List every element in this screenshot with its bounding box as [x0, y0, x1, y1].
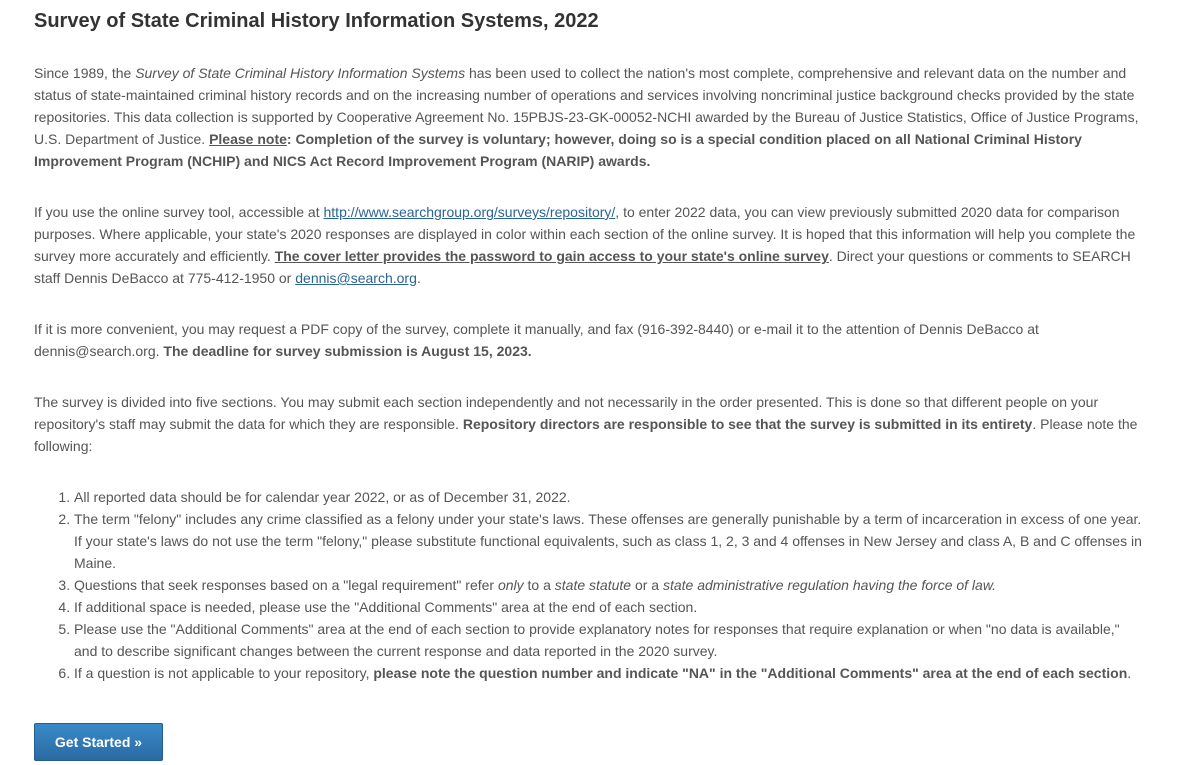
intro-paragraph: Since 1989, the Survey of State Criminal History Information Systems has been used to collect the nation's most complete, comprehensive and relevant data on the number and status of state-maintained criminal history records and on the increasing number of operations and services involving noncriminal justice background checks provided by the state repositories. This data collection is supported by Cooperative Agreement No. 15PBJS-23-GK-00052-NCHI awarded by the Bureau of Justice Statistics, Office of Justice Programs, U.S. Department of Justice. Please note: Completion of the survey is voluntary; however, doing so is a special condition placed on all National Criminal History Improvement Program (NCHIP) and NICS Act Record Improvement Program (NARIP) awards.	[34, 65, 1139, 169]
email-link[interactable]: dennis@search.org	[295, 270, 417, 286]
list-item: 4. If additional space is needed, please use the "Additional Comments" area at the end of each section.	[74, 596, 1143, 618]
directors-note: Repository directors are responsible to see that the survey is submitted in its entirety	[462, 416, 1033, 432]
cover-letter-note: The cover letter provides the password to gain access to your state's online survey	[274, 248, 829, 264]
survey-url-link[interactable]: http://www.searchgroup.org/surveys/repository/	[323, 204, 616, 220]
list-item: 5. Please use the "Additional Comments" area at the end of each section to provide explanatory notes for responses that require explanation or when "no data is available," and to describe significant changes between the current response and data reported in the 2020 survey.	[74, 618, 1143, 662]
list-item: 6. If a question is not applicable to your repository, please note the question number and indicate "NA" in the "Additional Comments" area at the end of each section.	[74, 662, 1143, 684]
sections-paragraph: The survey is divided into five sections. You may submit each section independently and not necessarily in the order presented. This is done so that different people on your repository's staff may submit the data for which they are responsible. Repository directors are responsible to see that the survey is submitted in its entirety. Please note the following:	[34, 394, 1138, 454]
online-tool-paragraph: If you use the online survey tool, accessible at http://www.searchgroup.org/surveys/repository/, to enter 2022 data, you can view previously submitted 2020 data for comparison purposes. Where applicable, your state's 2020 responses are displayed in color within each section of the online survey. It is hoped that this information will help you complete the survey more accurately and efficiently. The cover letter provides the password to gain access to your state's online survey. Direct your questions or comments to SEARCH staff Dennis DeBacco at 775-412-1950 or dennis@search.org.	[34, 204, 1136, 286]
get-started-button[interactable]: Get Started »	[34, 723, 163, 761]
list-item: 3. Questions that seek responses based on a "legal requirement" refer only to a state statute or a state administrative regulation having the force of law.	[74, 574, 1143, 596]
please-note-label: Please note	[209, 131, 287, 147]
voluntary-note: : Completion of the survey is voluntary; however, doing so is a special condition placed on all National Criminal History Improvement Program (NCHIP) and NICS Act Record Improvement Program (NARIP) awards.	[34, 131, 1082, 169]
page-title: Survey of State Criminal History Information Systems, 2022	[34, 10, 599, 32]
instructions-list	[34, 486, 1143, 684]
list-item: 2. The term "felony" includes any crime classified as a felony under your state's laws. These offenses are generally punishable by a term of incarceration in excess of one year. If your state's laws do not use the term "felony," please substitute functional equivalents, such as class 1, 2, 3 and 4 offenses in New Jersey and class A, B and C offenses in Maine.	[74, 508, 1143, 574]
survey-name: Survey of State Criminal History Information Systems	[135, 65, 466, 81]
list-item: 1. All reported data should be for calendar year 2022, or as of December 31, 2022.	[74, 486, 1143, 508]
deadline-note: The deadline for survey submission is August 15, 2023.	[163, 343, 532, 359]
pdf-paragraph: If it is more convenient, you may request a PDF copy of the survey, complete it manually, and fax (916-392-8440) or e-mail it to the attention of Dennis DeBacco at dennis@search.org. The deadline for survey submission is August 15, 2023.	[34, 321, 1039, 359]
